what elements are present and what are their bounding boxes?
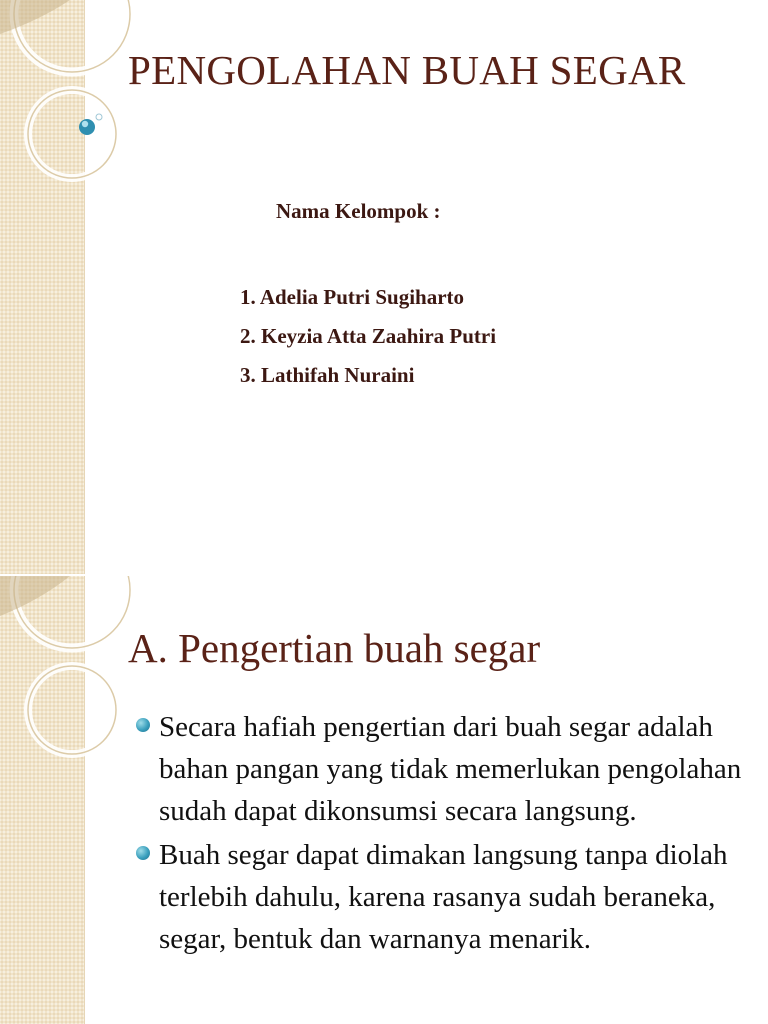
bullet-text: Buah segar dapat dimakan langsung tanpa diolah terlebih dahulu, karena rasanya sudah beraneka, segar, bentuk dan warnanya menarik. <box>159 839 728 955</box>
ring-decoration <box>0 0 140 200</box>
slide-content <box>0 576 768 1024</box>
bullet-item <box>132 834 752 960</box>
group-heading: Nama Kelompok : <box>276 199 441 223</box>
member-item: 3. Lathifah Nuraini <box>240 363 415 387</box>
bullet-sphere-icon <box>136 718 150 732</box>
section-title: A. Pengertian buah segar <box>128 625 541 671</box>
glossy-sphere-icon <box>79 114 102 135</box>
bullet-list <box>132 706 752 962</box>
bullet-sphere-icon <box>136 846 150 860</box>
bullet-text: Secara hafiah pengertian dari buah segar adalah bahan pangan yang tidak memerlukan pengolahan sudah dapat dikonsumsi secara langsung. <box>159 711 742 827</box>
member-item: 1. Adelia Putri Sugiharto <box>240 285 465 309</box>
member-list <box>240 278 496 395</box>
member-item: 2. Keyzia Atta Zaahira Putri <box>240 324 497 348</box>
slide-title-text: PENGOLAHAN BUAH SEGAR <box>128 47 686 93</box>
bullet-item <box>132 706 752 832</box>
ring-decoration <box>0 576 140 776</box>
